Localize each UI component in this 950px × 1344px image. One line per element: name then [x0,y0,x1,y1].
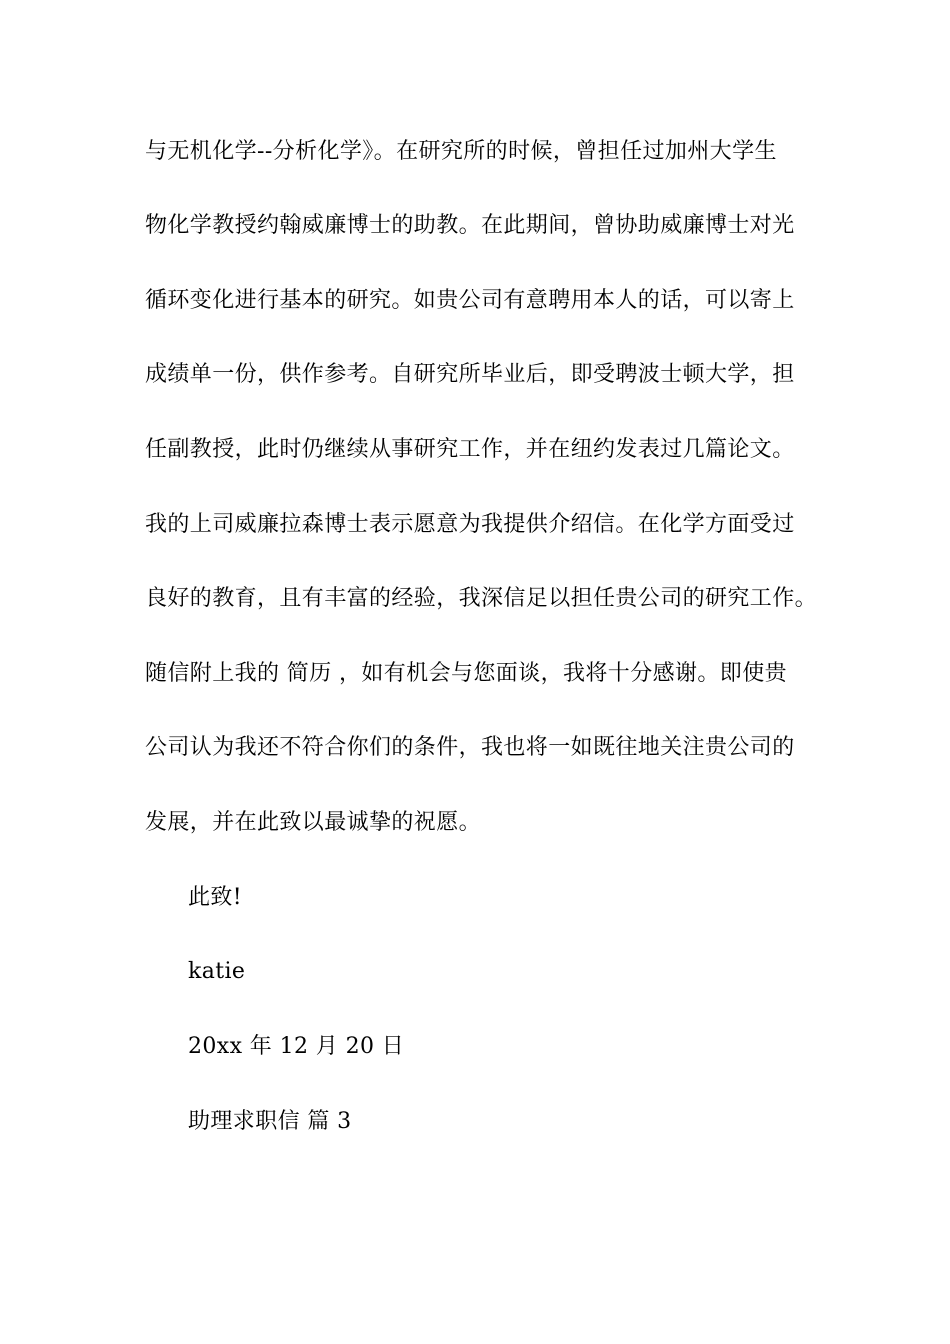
body-text-line: 发展，并在此致以最诚挚的祝愿。 [145,810,482,835]
signature-name: katie [188,959,246,984]
body-text-line: 与无机化学--分析化学》。在研究所的时候，曾担任过加州大学生 [145,139,777,164]
body-text-line: 物化学教授约翰威廉博士的助教。在此期间，曾协助威廉博士对光 [145,213,795,238]
closing-salutation: 此致! [188,885,243,910]
body-text-line: 任副教授，此时仍继续从事研究工作，并在纽约发表过几篇论文。 [145,437,795,462]
body-text-line: 良好的教育，且有丰富的经验，我深信足以担任贵公司的研究工作。 [145,586,818,611]
letter-date: 20xx 年 12 月 20 日 [188,1034,405,1059]
body-text-line: 我的上司威廉拉森博士表示愿意为我提供介绍信。在化学方面受过 [145,512,795,537]
body-text-line: 成绩单一份，供作参考。自研究所毕业后，即受聘波士顿大学，担 [145,362,795,387]
body-text-line: 随信附上我的 简历 ，如有机会与您面谈，我将十分感谢。即使贵 [145,661,787,686]
section-heading: 助理求职信 篇 3 [188,1109,352,1134]
body-text-line: 循环变化进行基本的研究。如贵公司有意聘用本人的话，可以寄上 [145,288,795,313]
body-text-line: 公司认为我还不符合你们的条件，我也将一如既往地关注贵公司的 [145,735,795,760]
